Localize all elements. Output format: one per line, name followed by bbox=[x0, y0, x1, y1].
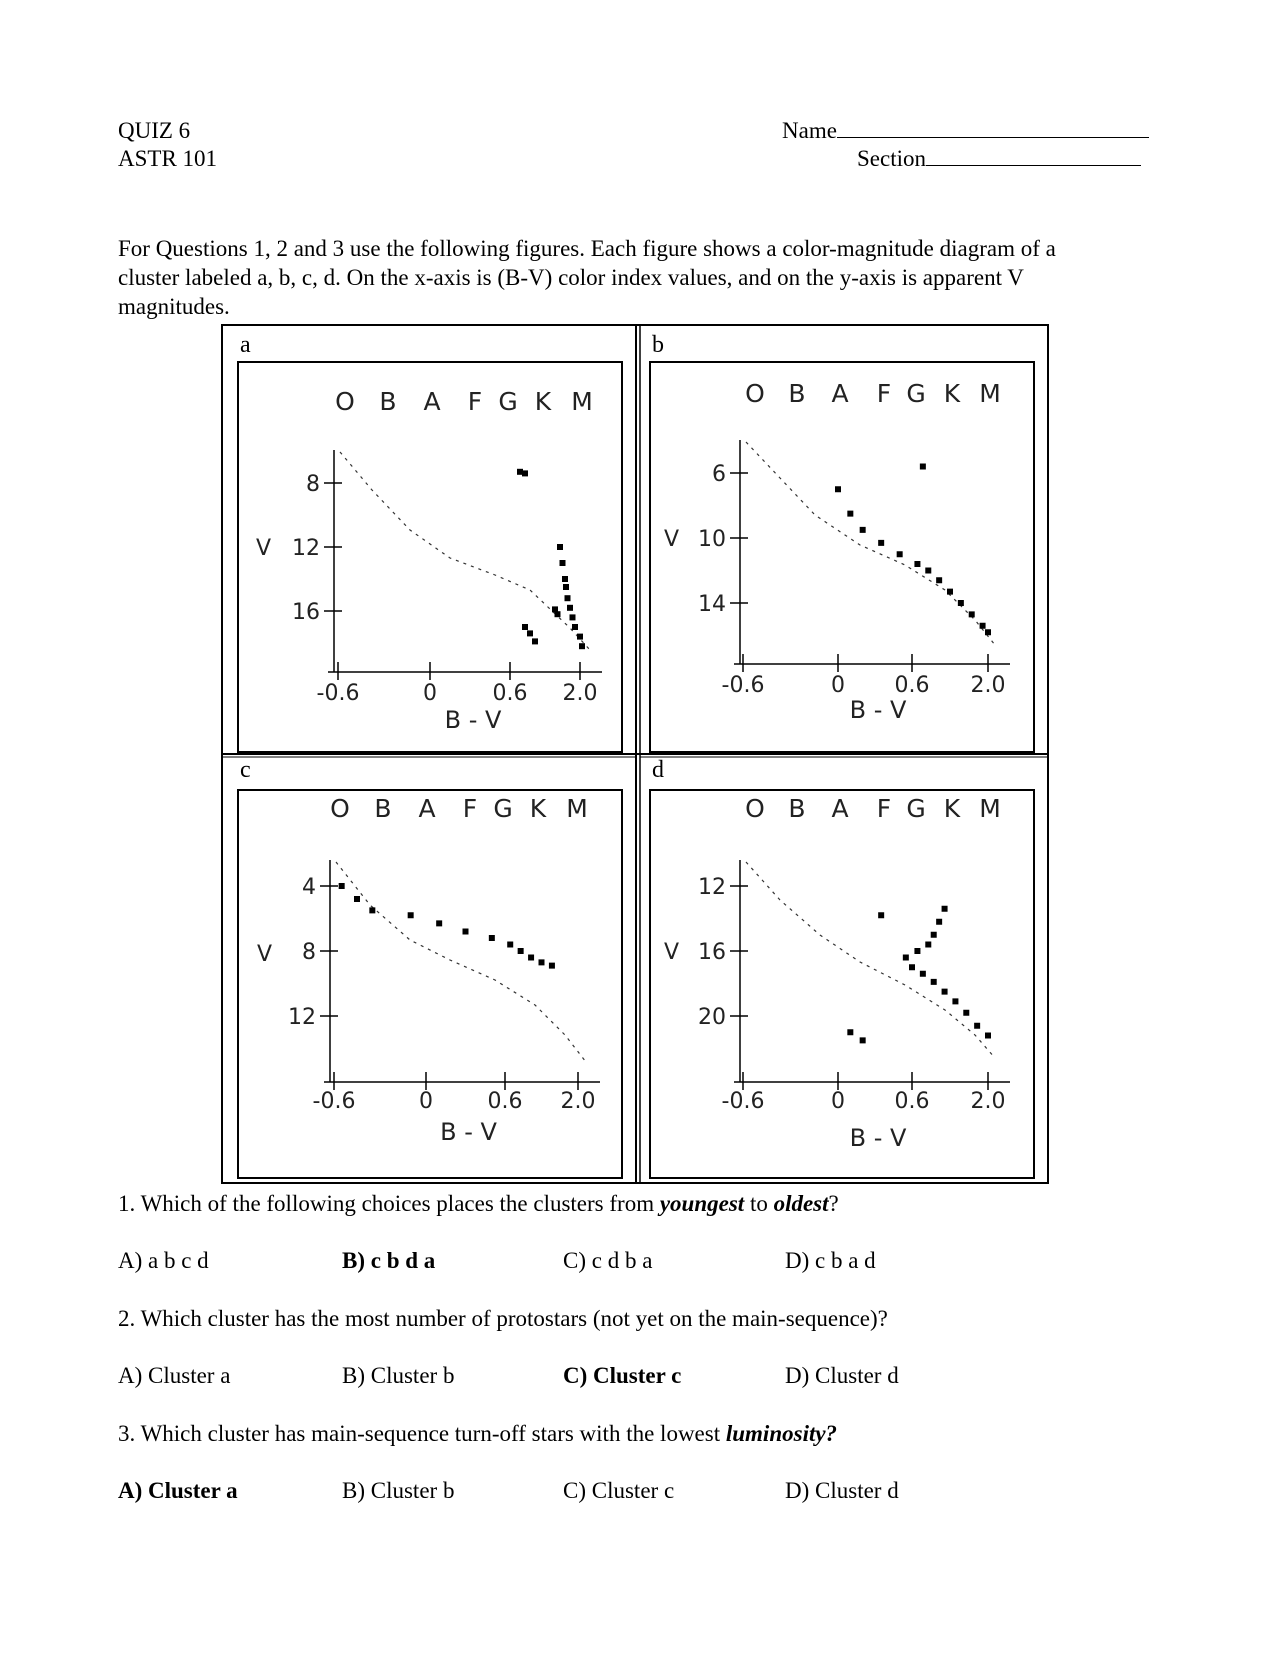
emphasis-youngest: youngest bbox=[659, 1191, 745, 1216]
spectral-class-label: K bbox=[943, 794, 961, 823]
spectral-class-label: B bbox=[379, 387, 397, 416]
instructions-line-3: magnitudes. bbox=[118, 294, 230, 319]
question-2: 2. Which cluster has the most number of protostars (not yet on the main-sequence)? bbox=[118, 1306, 888, 1331]
star-point bbox=[952, 998, 958, 1004]
star-point bbox=[936, 577, 942, 583]
quiz-title: QUIZ 6 bbox=[118, 118, 191, 143]
q2-choice-a[interactable]: A) Cluster a bbox=[118, 1363, 231, 1388]
q1-choice-a[interactable]: A) a b c d bbox=[118, 1248, 209, 1273]
y-tick-label: 10 bbox=[698, 527, 726, 552]
star-point bbox=[835, 486, 841, 492]
star-point bbox=[527, 630, 533, 636]
star-point bbox=[549, 963, 555, 969]
star-point bbox=[560, 560, 566, 566]
x-tick-label: 0.6 bbox=[894, 1089, 930, 1114]
star-point bbox=[903, 955, 909, 961]
name-label: Name bbox=[782, 118, 837, 143]
spectral-class-label: G bbox=[498, 387, 518, 416]
star-point bbox=[339, 883, 345, 889]
star-point bbox=[963, 1010, 969, 1016]
star-point bbox=[522, 470, 528, 476]
spectral-class-label: O bbox=[330, 794, 350, 823]
star-point bbox=[942, 906, 948, 912]
x-axis-label: B - V bbox=[444, 706, 502, 734]
star-point bbox=[408, 912, 414, 918]
star-point bbox=[947, 589, 953, 595]
star-point bbox=[562, 576, 568, 582]
y-axis-label: V bbox=[664, 940, 680, 965]
spectral-class-label: A bbox=[831, 794, 849, 823]
cmd-panel-b bbox=[650, 332, 1034, 752]
q1-choice-d[interactable]: D) c b a d bbox=[785, 1248, 876, 1273]
x-tick-label: 2.0 bbox=[562, 681, 598, 706]
star-point bbox=[579, 643, 585, 649]
x-tick-label: 0 bbox=[423, 681, 437, 706]
x-tick-label: 2.0 bbox=[560, 1089, 596, 1114]
spectral-class-label: K bbox=[529, 794, 547, 823]
star-point bbox=[369, 907, 375, 913]
panel-label-a: a bbox=[240, 332, 251, 358]
spectral-class-label: O bbox=[745, 794, 765, 823]
star-point bbox=[897, 551, 903, 557]
zams-reference-curve bbox=[340, 452, 590, 650]
x-tick-label: 0.6 bbox=[894, 673, 930, 698]
spectral-class-label: B bbox=[374, 794, 392, 823]
star-point bbox=[539, 959, 545, 965]
star-point bbox=[974, 1023, 980, 1029]
spectral-class-label: F bbox=[462, 794, 478, 823]
star-point bbox=[847, 511, 853, 517]
star-point bbox=[969, 611, 975, 617]
panel-label-d: d bbox=[652, 757, 664, 783]
star-point bbox=[507, 942, 513, 948]
q3-choice-a-marked[interactable]: A) Cluster a bbox=[118, 1478, 238, 1503]
spectral-class-label: G bbox=[493, 794, 513, 823]
spectral-class-label: M bbox=[571, 387, 593, 416]
x-tick-label: -0.6 bbox=[316, 681, 360, 706]
q2-choice-b[interactable]: B) Cluster b bbox=[342, 1363, 455, 1388]
zams-reference-curve bbox=[746, 442, 995, 645]
spectral-class-label: A bbox=[831, 379, 849, 408]
zams-reference-curve bbox=[746, 862, 995, 1058]
star-point bbox=[463, 929, 469, 935]
star-point bbox=[958, 600, 964, 606]
panel-frame bbox=[238, 790, 622, 1178]
cmd-panel-a bbox=[238, 332, 622, 752]
y-tick-label: 8 bbox=[302, 940, 316, 965]
y-tick-label: 12 bbox=[698, 875, 726, 900]
q2-choice-c-marked[interactable]: C) Cluster c bbox=[563, 1363, 682, 1388]
spectral-class-label: G bbox=[906, 794, 926, 823]
x-axis-label: B - V bbox=[849, 696, 907, 724]
star-point bbox=[980, 623, 986, 629]
y-tick-label: 6 bbox=[712, 462, 726, 487]
y-axis-label: V bbox=[664, 527, 680, 552]
star-point bbox=[567, 605, 573, 611]
spectral-class-label: K bbox=[943, 379, 961, 408]
star-point bbox=[489, 935, 495, 941]
x-tick-label: 2.0 bbox=[970, 1089, 1006, 1114]
star-point bbox=[878, 540, 884, 546]
q1-choice-b-marked[interactable]: B) c b d a bbox=[342, 1248, 436, 1273]
spectral-class-label: A bbox=[418, 794, 436, 823]
star-point bbox=[563, 584, 569, 590]
star-point bbox=[985, 1033, 991, 1039]
y-tick-label: 16 bbox=[292, 600, 320, 625]
star-point bbox=[555, 611, 561, 617]
spectral-class-label: O bbox=[335, 387, 355, 416]
x-tick-label: 0.6 bbox=[487, 1089, 523, 1114]
course-code: ASTR 101 bbox=[118, 146, 218, 171]
spectral-class-label: B bbox=[788, 379, 806, 408]
spectral-class-label: M bbox=[979, 379, 1001, 408]
star-point bbox=[354, 896, 360, 902]
emphasis-luminosity: luminosity? bbox=[725, 1421, 838, 1446]
star-point bbox=[532, 638, 538, 644]
star-point bbox=[565, 595, 571, 601]
star-point bbox=[557, 544, 563, 550]
star-point bbox=[570, 614, 576, 620]
q3-choice-b[interactable]: B) Cluster b bbox=[342, 1478, 455, 1503]
zams-reference-curve bbox=[336, 862, 586, 1062]
star-point bbox=[518, 948, 524, 954]
instructions-line-1: For Questions 1, 2 and 3 use the following figures. Each figure shows a color-magnitude diagram of a bbox=[118, 236, 1056, 261]
y-tick-label: 12 bbox=[292, 536, 320, 561]
question-3: 3. Which cluster has main-sequence turn-off stars with the lowest luminosity? bbox=[118, 1421, 838, 1446]
star-point bbox=[577, 634, 583, 640]
star-point bbox=[860, 1037, 866, 1043]
star-point bbox=[909, 964, 915, 970]
cmd-panel-d bbox=[650, 757, 1034, 1178]
star-point bbox=[860, 527, 866, 533]
star-point bbox=[522, 624, 528, 630]
spectral-class-label: A bbox=[423, 387, 441, 416]
y-tick-label: 14 bbox=[698, 592, 726, 617]
x-tick-label: -0.6 bbox=[721, 673, 765, 698]
q2-choice-d[interactable]: D) Cluster d bbox=[785, 1363, 899, 1388]
star-point bbox=[936, 919, 942, 925]
star-point bbox=[985, 629, 991, 635]
x-tick-label: -0.6 bbox=[721, 1089, 765, 1114]
x-axis-label: B - V bbox=[849, 1124, 907, 1152]
section-label: Section bbox=[857, 146, 926, 171]
x-tick-label: -0.6 bbox=[312, 1089, 356, 1114]
x-tick-label: 0.6 bbox=[492, 681, 528, 706]
instructions-line-2: cluster labeled a, b, c, d. On the x-axis is (B-V) color index values, and on the y-axis is apparent V bbox=[118, 265, 1024, 290]
star-point bbox=[931, 979, 937, 985]
star-point bbox=[920, 971, 926, 977]
spectral-class-label: M bbox=[979, 794, 1001, 823]
x-tick-label: 0 bbox=[419, 1089, 433, 1114]
x-axis-label: B - V bbox=[440, 1118, 497, 1146]
star-point bbox=[847, 1029, 853, 1035]
y-tick-label: 20 bbox=[698, 1005, 726, 1030]
star-point bbox=[931, 932, 937, 938]
spectral-class-label: G bbox=[906, 379, 926, 408]
star-point bbox=[436, 920, 442, 926]
y-axis-label: V bbox=[257, 942, 273, 967]
question-1: 1. Which of the following choices places the clusters from youngest to oldest? bbox=[118, 1191, 839, 1216]
star-point bbox=[528, 955, 534, 961]
spectral-class-label: F bbox=[876, 379, 892, 408]
q3-choice-c[interactable]: C) Cluster c bbox=[563, 1478, 675, 1503]
x-tick-label: 0 bbox=[831, 673, 845, 698]
spectral-class-label: M bbox=[566, 794, 588, 823]
emphasis-oldest: oldest bbox=[773, 1191, 829, 1216]
star-point bbox=[572, 624, 578, 630]
star-point bbox=[925, 942, 931, 948]
cmd-panel-c bbox=[238, 757, 622, 1178]
spectral-class-label: B bbox=[788, 794, 806, 823]
x-tick-label: 2.0 bbox=[970, 673, 1006, 698]
star-point bbox=[942, 989, 948, 995]
panel-label-b: b bbox=[652, 332, 664, 358]
spectral-class-label: K bbox=[534, 387, 552, 416]
q3-choice-d[interactable]: D) Cluster d bbox=[785, 1478, 899, 1503]
panel-frame bbox=[650, 790, 1034, 1178]
star-point bbox=[914, 948, 920, 954]
spectral-class-label: O bbox=[745, 379, 765, 408]
star-point bbox=[914, 561, 920, 567]
y-tick-label: 16 bbox=[698, 940, 726, 965]
y-axis-label: V bbox=[256, 536, 272, 561]
star-point bbox=[878, 912, 884, 918]
star-point bbox=[925, 568, 931, 574]
star-point bbox=[920, 464, 926, 470]
panel-label-c: c bbox=[240, 757, 251, 783]
y-tick-label: 8 bbox=[306, 472, 320, 497]
x-tick-label: 0 bbox=[831, 1089, 845, 1114]
spectral-class-label: F bbox=[467, 387, 483, 416]
y-tick-label: 12 bbox=[288, 1005, 316, 1030]
q1-choice-c[interactable]: C) c d b a bbox=[563, 1248, 653, 1273]
spectral-class-label: F bbox=[876, 794, 892, 823]
y-tick-label: 4 bbox=[302, 875, 316, 900]
